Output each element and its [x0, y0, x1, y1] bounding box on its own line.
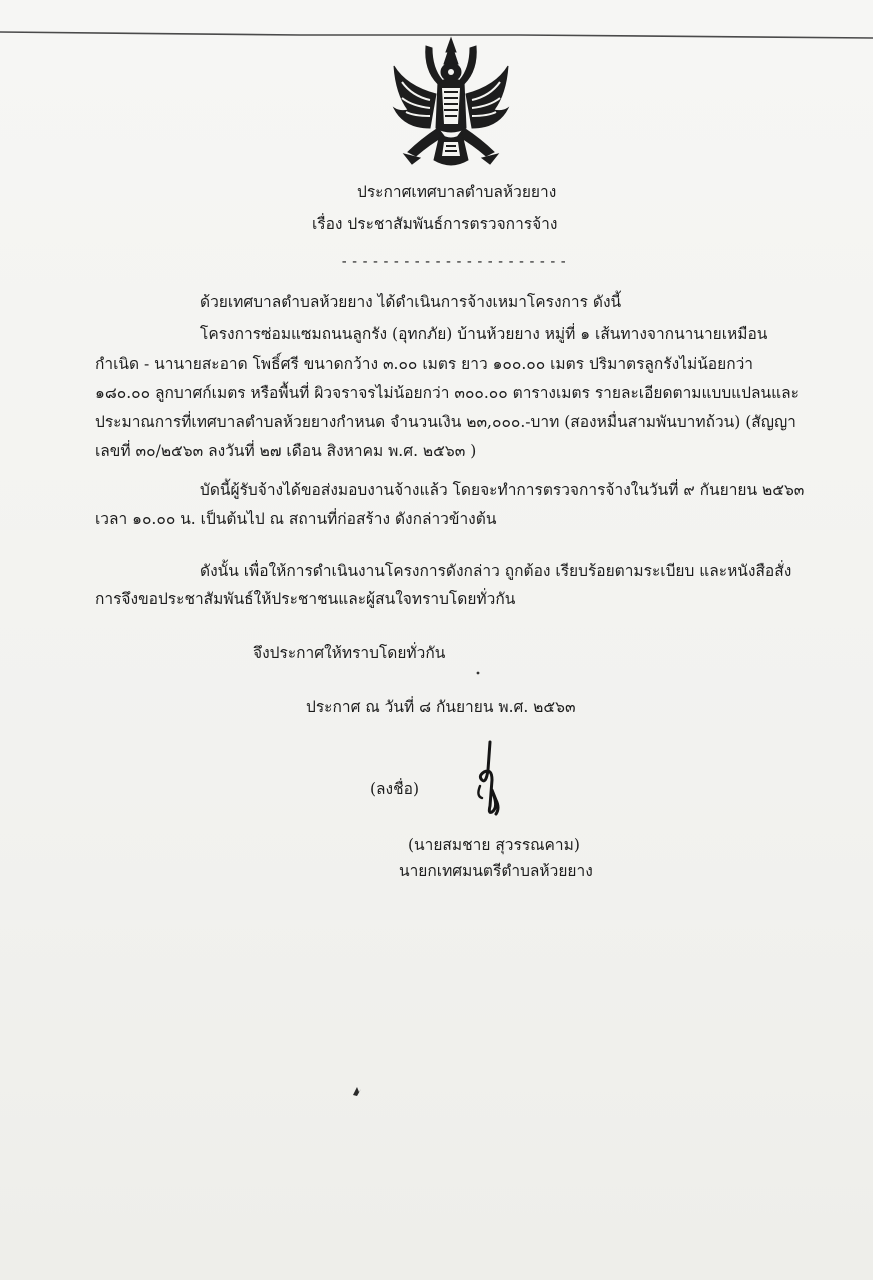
paragraph-3-line-1: ดังนั้น เพื่อให้การดำเนินงานโครงการดังกล่าว ถูกต้อง เรียบร้อยตามระเบียบ และหนังสือสั่ง: [200, 562, 792, 580]
paragraph-1-line-6: เลขที่ ๓๐/๒๕๖๓ ลงวันที่ ๒๗ เดือน สิงหาคม พ.ศ. ๒๕๖๓ ): [95, 442, 477, 460]
paragraph-1-line-2: โครงการซ่อมแซมถนนลูกรัง (อุทกภัย) บ้านห้วยยาง หมู่ที่ ๑ เส้นทางจากนานายเหมือน: [200, 325, 768, 343]
signatory-position: นายกเทศมนตรีตำบลห้วยยาง: [399, 862, 593, 880]
closing-statement: จึงประกาศให้ทราบโดยทั่วกัน: [253, 644, 446, 662]
announcement-date: ประกาศ ณ วันที่ ๘ กันยายน พ.ศ. ๒๕๖๓: [306, 698, 576, 716]
separator-line: ----------------------: [340, 254, 570, 270]
signatory-name: (นายสมชาย สุวรรณคาม): [408, 836, 580, 854]
ink-smudge: [350, 1084, 364, 1098]
paragraph-1-line-1: ด้วยเทศบาลตำบลห้วยยาง ได้ดำเนินการจ้างเหมาโครงการ ดังนี้: [200, 293, 622, 311]
handwritten-signature: [470, 740, 510, 826]
ink-speck: [475, 670, 481, 676]
paragraph-1-line-3: กำเนิด - นานายสะอาด โพธิ์ศรี ขนาดกว้าง ๓.๐๐ เมตร ยาว ๑๐๐.๐๐ เมตร ปริมาตรลูกรังไม่น้อยกว่า: [95, 355, 753, 373]
garuda-emblem-icon: [386, 36, 516, 172]
paragraph-1-line-5: ประมาณการที่เทศบาลตำบลห้วยยางกำหนด จำนวนเงิน ๒๓,๐๐๐.-บาท (สองหมื่นสามพันบาทถ้วน) (สัญญา: [95, 413, 796, 431]
announcement-subject: เรื่อง ประชาสัมพันธ์การตรวจการจ้าง: [312, 215, 558, 233]
paragraph-2-line-2: เวลา ๑๐.๐๐ น. เป็นต้นไป ณ สถานที่ก่อสร้าง ดังกล่าวข้างต้น: [95, 510, 497, 528]
paragraph-2-line-1: บัดนี้ผู้รับจ้างได้ขอส่งมอบงานจ้างแล้ว โดยจะทำการตรวจการจ้างในวันที่ ๙ กันยายน ๒๕๖๓: [200, 481, 805, 499]
paragraph-1-line-4: ๑๘๐.๐๐ ลูกบาศก์เมตร หรือพื้นที่ ผิวจราจรไม่น้อยกว่า ๓๐๐.๐๐ ตารางเมตร รายละเอียดตามแบบแปลนและ: [95, 384, 799, 402]
sign-label: (ลงชื่อ): [370, 780, 419, 798]
paragraph-3-line-2: การจึงขอประชาสัมพันธ์ให้ประชาชนและผู้สนใจทราบโดยทั่วกัน: [95, 590, 516, 608]
announcement-title: ประกาศเทศบาลตำบลห้วยยาง: [357, 183, 557, 201]
